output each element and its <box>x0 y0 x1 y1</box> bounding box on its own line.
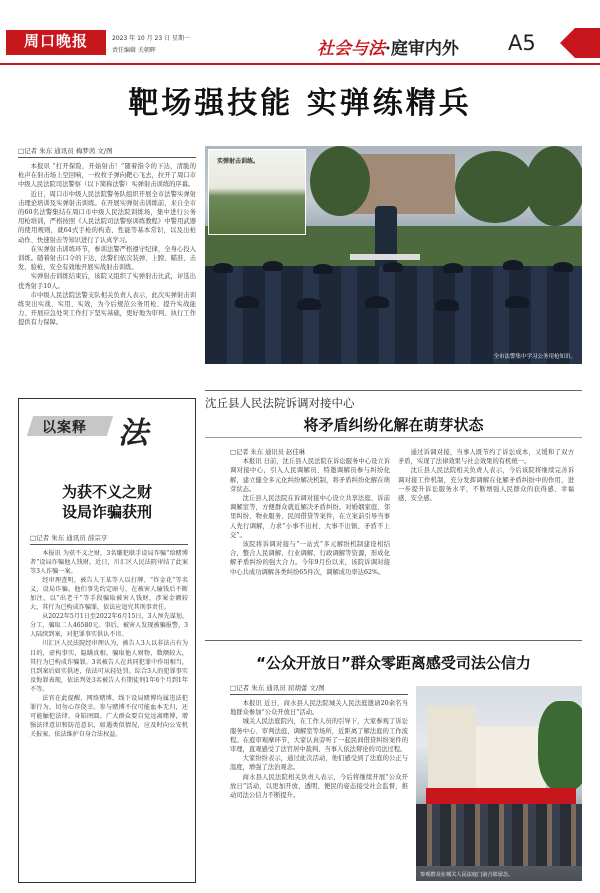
case-paragraph: 从2022年5月1日至2022年6月15日，3人预先谋划、分工，骗取二人46580元。事后，被害人发现被骗报警，3人陆续到案，对犯罪事实供认不讳。 <box>30 613 188 639</box>
article3-paragraph: 大家纷纷表示，通过此次活动，他们感受到了法庭的公正与温度，增强了法治观念。 <box>230 755 408 772</box>
article2-paragraph: 通过诉调对接，当事人既节约了诉讼成本，又缓和了双方矛盾，实现了法律效果与社会效果的有机统一。 <box>398 449 574 466</box>
photo-tree <box>310 146 370 216</box>
police-cap <box>553 262 573 272</box>
case-paragraph: 经审理查明，被告人王某等人以打牌、“炸金花”等名义，设局诈骗。他们事先约定暗号，在被害人输钱后不断加注，以“出老千”等手段骗取被害人钱财，涉案金额较大，其行为已构成诈骗罪，依法应追究其刑事责任。 <box>30 577 188 612</box>
article3-photo-caption: 参观群众在城关人民法庭门前合影留念。 <box>420 872 514 878</box>
article1-photo <box>205 146 582 364</box>
article2-paragraph: 沈丘县人民法院在诉调对接中心设立共享法庭、诉前调解室等，方便群众就近解决矛盾纠纷。对婚姻家庭、邻里纠纷、物业服务、民间借贷等案件，在立案前引导当事人先行调解，力求“小事不出村、大事不出镇、矛盾不上交”。 <box>230 495 390 539</box>
article1-headline: 靶场强技能 实弹练精兵 <box>128 86 472 121</box>
logo-underline <box>6 53 106 55</box>
editor-credit: 责任编辑 关朝晖 <box>112 47 156 54</box>
section-title <box>317 34 459 59</box>
article2-text-left <box>230 448 390 577</box>
case-paragraph: 法官在此提醒，网络赌博、线下设局赌博均属违法犯罪行为，切勿心存侥幸。参与赌博不仅可能血本无归，还可能触犯法律、身陷囹圄。广大群众要自觉远离赌博，增强法律意识和防范意识，如遇类似情况，应及时向公安机关报案，依法维护自身合法权益。 <box>30 694 188 738</box>
banner-label: 以案释 <box>42 420 87 436</box>
section-prefix: 社会与法 <box>317 39 385 59</box>
photo-tree <box>525 146 582 226</box>
photo-crowd <box>205 266 582 364</box>
page-arrow-icon <box>560 28 575 58</box>
police-cap <box>383 262 403 272</box>
masthead <box>0 0 600 70</box>
case-headline <box>18 482 196 522</box>
article3-headline: “公众开放日”群众零距离感受司法公信力 <box>256 654 531 672</box>
case-text <box>30 533 188 739</box>
police-cap <box>235 296 259 308</box>
case-paragraph: 川汇区人民法院经审理认为，被告人3人以非法占有为目的，虚构事实、隐瞒真相，骗取他人财物，数额较大，其行为已构成诈骗罪。3名被告人在共同犯罪中作用相当，且到案后如实供述，依法可从轻处罚。综合3人的犯罪事实及悔罪表现，依法判处3名被告人有期徒刑1年6个月到1年不等。 <box>30 640 188 693</box>
article1-paragraph: 市中级人民法院法警支队相关负责人表示，此次实弹射击训练突出实战、实用、实效，为今后规范公务用枪、提升实战能力、开展应急处突工作打下坚实基础，更好地为审判、执行工作提供有力保障。 <box>18 291 196 327</box>
article1-byline: □记者 朱东 通讯员 梅梦茜 文/图 <box>18 146 196 158</box>
page-number: A5 <box>508 31 536 55</box>
article3-photo <box>416 686 582 881</box>
article2-paragraph: 沈丘县人民法院相关负责人表示，今后该院将继续完善诉调对接工作机制，充分发挥调解在化解矛盾纠纷中的作用，进一步提升诉讼服务水平，不断增强人民群众的获得感、幸福感、安全感。 <box>398 467 574 503</box>
article2-paragraph: 该院将诉调对接与“一站式”多元解纷机制建设相结合，整合人民调解、行业调解、行政调解等资源，形成化解矛盾纠纷的强大合力。今年9月份以来，该院诉调对接中心共成功调解各类纠纷65件次，调解成功率达62%。 <box>230 541 390 576</box>
photo-inset <box>208 149 306 235</box>
article1-paragraph: 实弹射击训练结束后，该院又组织了实弹射击比武，评选出优秀射手10人。 <box>18 273 196 290</box>
police-cap <box>297 298 321 310</box>
newspaper-logo: 周口晚报 <box>6 30 106 53</box>
article1-paragraph: 在实弹射击训练环节，参训法警严格遵守纪律，全身心投入训练。随着射击口令的下达，法警们依次装弹、上膛、瞄准、击发、验枪，安全有效地开展实战射击训练。 <box>18 245 196 272</box>
section-name: ·庭审内外 <box>385 39 459 59</box>
divider <box>205 437 582 438</box>
police-cap <box>443 263 463 273</box>
case-headline-line1: 为获不义之财 <box>61 483 152 501</box>
article3-paragraph: 本报讯 近日，商水县人民法院城关人民法庭邀请20余名当地群众参加“公众开放日”活动。 <box>230 700 408 717</box>
case-headline-line2: 设局诈骗获刑 <box>61 503 152 521</box>
divider <box>205 390 582 391</box>
photo-banner <box>426 788 576 804</box>
case-banner <box>30 410 154 451</box>
article3-text <box>230 683 408 800</box>
article2-headline: 将矛盾纠纷化解在萌芽状态 <box>303 416 484 434</box>
photo-tree <box>538 701 582 791</box>
police-cap <box>505 296 529 308</box>
photo-table <box>350 254 420 260</box>
article1-photo-caption: 全市法警集中学习公务用枪知识。 <box>493 354 576 360</box>
inset-caption: 实弹射击训练。 <box>217 158 260 165</box>
page-tab-bar <box>575 28 600 58</box>
article2-text-right <box>398 448 574 503</box>
article2-kicker: 沈丘县人民法院诉调对接中心 <box>205 396 355 410</box>
police-cap <box>435 299 459 311</box>
photo-group <box>416 804 582 866</box>
photo-tree <box>455 151 535 223</box>
police-cap <box>365 296 389 308</box>
header-rule <box>0 63 600 65</box>
police-cap <box>503 260 523 270</box>
police-cap <box>213 263 233 273</box>
divider <box>205 640 582 641</box>
article1-paragraph: 近日，周口市中级人民法院警务队组织开展全市法警实弹射击理论培训及实弹射击训练。在开展实弹射击训练前，来自全市的60名法警集结在周口市中级人民法院训练场，集中进行公务用枪培训，严格按照《人民法院司法警察训练教程》中警用武器的使用规则，就64式手枪的构造、性能等基本常识，以及出枪动作、快速射击等知识进行了认真学习。 <box>18 190 196 244</box>
issue-date: 2023 年 10 月 23 日 星期一 <box>112 35 190 42</box>
article2-paragraph: 本报讯 日前，沈丘县人民法院在诉讼服务中心设立诉调对接中心，引入人民调解员、特邀调解员参与纠纷化解，建立健全多元化纠纷解决机制，将矛盾纠纷化解在萌芽状态。 <box>230 458 390 493</box>
article3-byline: □记者 朱东 通讯员 屈胡蕾 文/图 <box>230 683 408 695</box>
case-byline: □记者 朱东 通讯员 薛宗亨 <box>30 533 188 545</box>
article1-text <box>18 146 196 328</box>
police-cap <box>313 264 333 274</box>
article2-byline: □记者 朱东 通讯员 赵佳琳 <box>230 449 305 456</box>
police-cap <box>263 261 283 271</box>
article3-paragraph: 商水县人民法院相关负责人表示，今后将继续开展“公众开放日”活动，以更加开放、透明、便民的姿态接受社会监督，推动司法公信力不断提升。 <box>230 773 408 800</box>
banner-char: 法 <box>118 416 148 451</box>
article1-paragraph: 本报讯 “打开保险，开始射击！”随着指令的下达，清脆的枪声在射击场上空回响，一枚枚子弹向靶心飞去，拉开了周口市中级人民法院司法警察（以下简称法警）实弹射击训练的序幕。 <box>18 163 196 189</box>
case-paragraph: 本报讯 为获不义之财，3名嫌犯联手设局诈骗“给赌博者”设局诈骗他人钱财。近日，川汇区人民法院审结了此案等3人诈骗一案。 <box>30 550 188 576</box>
article3-paragraph: 城关人民法庭院内，在工作人员的引导下，大家参观了诉讼服务中心、审判法庭、调解室等场所，近距离了解法庭的工作流程。在庭审观摩环节，大家认真旁听了一起民间借贷纠纷案件的审理，直观感受了法官居中裁判、当事人依法辩论的司法过程。 <box>230 718 408 754</box>
